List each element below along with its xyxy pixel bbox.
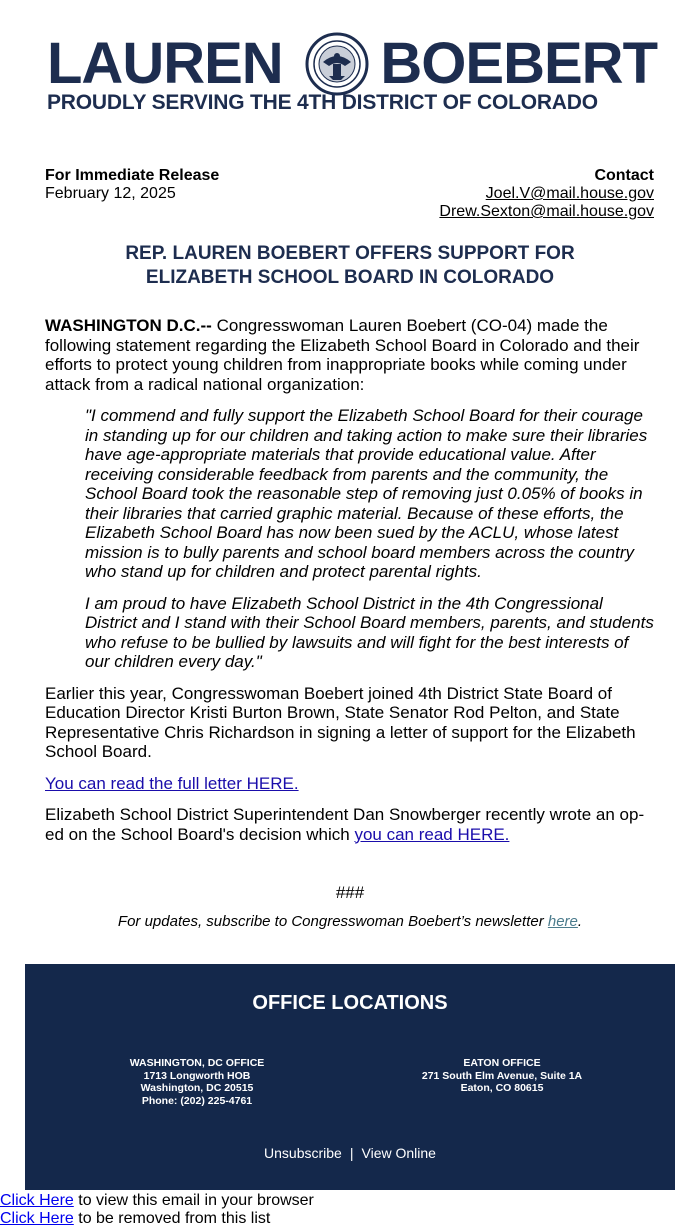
eaton-office-address-2: Eaton, CO 80615	[460, 1082, 544, 1094]
newsletter-note	[0, 913, 700, 930]
letter-paragraph	[45, 774, 657, 794]
contact-email-joel[interactable]: Joel.V@mail.house.gov	[485, 185, 654, 202]
view-in-browser-line	[0, 1192, 314, 1210]
banner-name	[47, 31, 657, 96]
quote-paragraph-1: "I commend and fully support the Elizabeth School Board for their courage in standing up for our children and taking action to make sure their libraries have age-appropriate materials that provide educational value. After receiving considerable feedback from parents and the community, the School Board took the reasonable step of removing just 0.05% of books in their libraries that carried graphic material. Because of these efforts, the Elizabeth School Board has now been sued by the ACLU, whose latest mission is to bully parents and school board members across the country who stand up for children and protect parental rights.	[85, 406, 648, 581]
headline-line-2: ELIZABETH SCHOOL BOARD IN COLORADO	[145, 267, 555, 288]
release-date: February 12, 2025	[45, 185, 176, 202]
eaton-office-name: EATON OFFICE	[463, 1057, 541, 1069]
view-in-browser-text: to view this email in your browser	[73, 1192, 314, 1209]
eaton-office-address-1: 271 South Elm Avenue, Suite 1A	[421, 1069, 583, 1082]
headline-line-1: REP. LAUREN BOEBERT OFFERS SUPPORT FOR	[125, 243, 575, 264]
remove-from-list-line	[0, 1210, 314, 1228]
footer-office-locations	[25, 964, 675, 1190]
earlier-paragraph: Earlier this year, Congresswoman Boebert joined 4th District State Board of Education Director Kristi Burton Brown, State Senator Rod Pelton, and State Representative Chris Richardson in signing a letter of support for the Elizabeth School Board.	[45, 683, 636, 761]
view-in-browser-link[interactable]: Click Here	[0, 1192, 74, 1209]
dc-office-name: WASHINGTON, DC OFFICE	[129, 1057, 265, 1069]
view-online-link[interactable]: View Online	[361, 1145, 436, 1161]
press-headline	[45, 242, 655, 290]
newsletter-trail: .	[577, 913, 583, 930]
header-banner	[0, 0, 700, 140]
remove-from-list-link[interactable]: Click Here	[0, 1210, 74, 1227]
dc-office-address-1: 1713 Longworth HOB	[143, 1069, 251, 1082]
tagline: PROUDLY SERVING THE 4TH DISTRICT OF COLORADO	[47, 91, 598, 114]
unsubscribe-link[interactable]: Unsubscribe	[264, 1145, 342, 1161]
footer-title: OFFICE LOCATIONS	[252, 992, 448, 1014]
name-last: BOEBERT	[380, 31, 657, 96]
contact-label: Contact	[594, 167, 654, 184]
name-first: LAUREN	[47, 31, 283, 96]
release-block	[45, 167, 219, 203]
superintendent-paragraph	[45, 805, 657, 844]
newsletter-text: For updates, subscribe to Congresswoman Boebert’s newsletter	[117, 913, 548, 930]
remove-from-list-text: to be removed from this list	[73, 1210, 271, 1227]
oped-link[interactable]: you can read HERE.	[354, 824, 510, 844]
end-mark: ###	[335, 883, 365, 902]
dc-office-address-2: Washington, DC 20515	[140, 1082, 254, 1094]
eaton-office	[352, 1057, 652, 1095]
statement-quote	[85, 406, 657, 672]
intro-text: Congresswoman Lauren Boebert (CO-04) made the following statement regarding the Elizabeth School Board in Colorado and their efforts to protect young children from inappropriate books while coming under attack from a radical national organization:	[45, 316, 640, 394]
superintendent-text: Elizabeth School District Superintendent Dan Snowberger recently wrote an op-ed on the School Board's decision which	[45, 805, 645, 844]
footer-separator: |	[349, 1145, 354, 1161]
intro-paragraph	[45, 316, 657, 394]
house-seal-icon	[305, 32, 369, 96]
dc-office-phone: Phone: (202) 225-4761	[141, 1094, 253, 1107]
release-label: For Immediate Release	[45, 167, 220, 184]
full-letter-link[interactable]: You can read the full letter HERE.	[45, 773, 299, 793]
press-body	[45, 316, 657, 856]
footer-links	[25, 1145, 675, 1161]
newsletter-link[interactable]: here	[547, 913, 578, 930]
quote-paragraph-2: I am proud to have Elizabeth School District in the 4th Congressional District and I stand with their School Board members, parents, and students who refuse to be bullied by lawsuits and will fight for the best interests of our children every day."	[85, 593, 654, 671]
bottom-links	[0, 1192, 314, 1228]
contact-email-drew[interactable]: Drew.Sexton@mail.house.gov	[439, 203, 654, 220]
contact-block	[439, 167, 654, 221]
dc-office	[47, 1057, 347, 1107]
dateline: WASHINGTON D.C.--	[45, 316, 212, 335]
